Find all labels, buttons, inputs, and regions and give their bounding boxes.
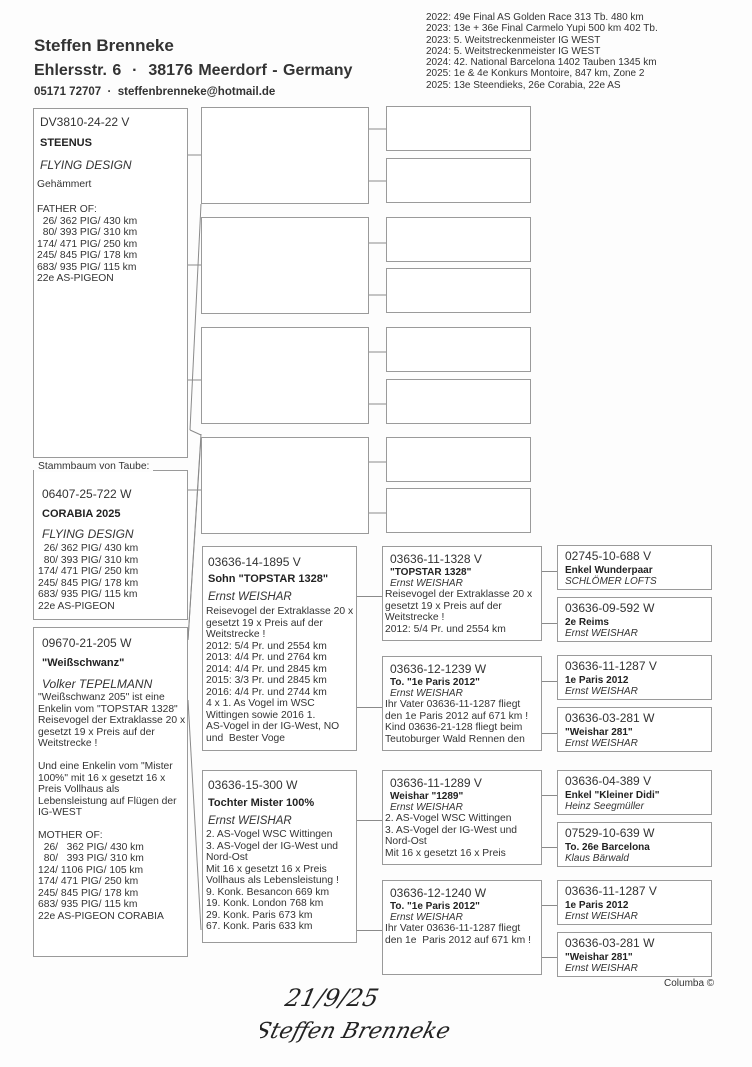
- note-line: 4 x 1. As Vogel im WSC: [206, 698, 315, 709]
- achievement-item: 2024: 5. Weitstreckenmeister IG WEST: [426, 45, 601, 57]
- note-line: 3. AS-Vogel der IG-West und: [206, 840, 339, 852]
- ggp-breeder: Ernst WEISHAR: [565, 911, 638, 922]
- note-line: 29. Konk. Paris 673 km: [206, 909, 313, 921]
- sire-gp-card[interactable]: [386, 379, 531, 424]
- note-line: 100%" mit 16 x gesetzt 16 x: [38, 772, 166, 784]
- connector: [357, 930, 382, 931]
- note-line: 2016: 4/4 Pr. und 2744 km: [206, 686, 327, 698]
- ggp-ring: 02745-10-688 V: [565, 549, 652, 563]
- ggp-breeder: Heinz Seegmüller: [565, 801, 644, 812]
- handwritten-date-and-signature: [260, 978, 480, 1048]
- breeder-name: Steffen Brenneke: [34, 36, 174, 55]
- sire-ring: DV3810-24-22 V: [40, 115, 130, 129]
- dam-ggp-card[interactable]: [557, 822, 712, 867]
- note-spacer: [38, 750, 185, 762]
- note-line: Reisevogel der Extraklasse 20 x: [38, 715, 186, 726]
- ggp-name: To. 26e Barcelona: [565, 842, 650, 853]
- subject-legend: Stammbaum von Taube:: [34, 461, 153, 472]
- subject-breeder: FLYING DESIGN: [42, 527, 134, 541]
- result-line: 683/ 935 PIG/ 115 km: [38, 899, 138, 910]
- result-line: 683/ 935 PIG/ 115 km: [38, 589, 138, 600]
- sire-maternal-extra-card[interactable]: [201, 437, 369, 534]
- note-line: Enkelin vom "TOPSTAR 1328": [38, 703, 178, 715]
- note-line: Nord-Ost: [206, 852, 248, 863]
- dam-gp-card[interactable]: [382, 880, 542, 975]
- note-line: 67. Konk. Paris 633 km: [206, 921, 313, 932]
- sire-gp-card[interactable]: [386, 437, 531, 482]
- result-line: 245/ 845 PIG/ 178 km: [38, 577, 139, 589]
- note-line: Teutoburger Wald Rennen den: [385, 733, 525, 745]
- ggp-ring: 03636-03-281 W: [565, 711, 655, 725]
- gp-name: Weishar "1289": [390, 791, 464, 802]
- handwritten-date: 21/9/25: [282, 983, 382, 1012]
- result-line: 26/ 362 PIG/ 430 km: [38, 841, 144, 853]
- dam-gp-card[interactable]: [382, 546, 542, 641]
- sire-name: STEENUS: [40, 137, 92, 149]
- ggp-name: 1e Paris 2012: [565, 900, 629, 911]
- note-line: 19. Konk. London 768 km: [206, 898, 324, 909]
- connector: [357, 596, 382, 597]
- dam-father-card[interactable]: [202, 546, 357, 751]
- note-spacer: [38, 819, 185, 831]
- ggp-ring: 03636-11-1287 V: [565, 659, 657, 673]
- dam-ggp-card[interactable]: [557, 770, 712, 815]
- result-line: 80/ 393 PIG/ 310 km: [38, 853, 144, 864]
- dam-card[interactable]: [33, 627, 188, 957]
- connector: [542, 733, 557, 734]
- note-line: gesetzt 19 x Preis auf der: [206, 617, 323, 629]
- result-line: 245/ 845 PIG/ 178 km: [37, 250, 138, 261]
- gp-notes: [385, 699, 528, 745]
- dam-notes: [38, 692, 185, 922]
- gp-breeder: Ernst WEISHAR: [390, 802, 463, 813]
- note-line: IG-WEST: [38, 807, 83, 818]
- dam-mother-card[interactable]: [202, 770, 357, 943]
- dam-ggp-card[interactable]: [557, 707, 712, 752]
- result-line: 26/ 362 PIG/ 430 km: [38, 543, 139, 554]
- note-line: Kind 03636-21-128 fliegt beim: [385, 722, 523, 733]
- note-line: Preis Vollhaus als: [38, 784, 120, 795]
- dam-father-name: Sohn "TOPSTAR 1328": [208, 573, 329, 585]
- achievement-item: 2023: 5. Weitstreckenmeister IG WEST: [426, 34, 601, 46]
- note-line: Mit 16 x gesetzt 16 x Preis: [385, 847, 506, 859]
- note-line: Weitstrecke !: [38, 738, 98, 749]
- note-line: "Weißschwanz 205" ist eine: [38, 692, 165, 703]
- note-line: 3. AS-Vogel der IG-West und: [385, 824, 518, 836]
- sire-card[interactable]: [33, 108, 188, 458]
- ggp-name: 2e Reims: [565, 617, 609, 628]
- note-line: Lebensleistung auf Flügen der: [38, 795, 177, 807]
- result-line: 22e AS-PIGEON: [37, 273, 114, 284]
- ggp-breeder: Ernst WEISHAR: [565, 738, 638, 749]
- note-line: Reisevogel der Extraklasse 20 x: [206, 606, 354, 617]
- ggp-breeder: Klaus Bärwald: [565, 853, 629, 864]
- gp-name: To. "1e Paris 2012": [390, 677, 480, 688]
- dam-ring: 09670-21-205 W: [42, 636, 132, 650]
- note-line: 2015: 3/3 Pr. und 2845 km: [206, 675, 327, 686]
- dam-ggp-card[interactable]: [557, 880, 712, 925]
- note-line: Und eine Enkelin vom "Mister: [38, 761, 173, 772]
- achievement-item: 2022: 49e Final AS Golden Race 313 Tb. 480 km: [426, 12, 644, 23]
- result-line: 174/ 471 PIG/ 250 km: [38, 876, 139, 887]
- note-line: Ihr Vater 03636-11-1287 fliegt: [385, 923, 521, 934]
- connector: [357, 820, 382, 821]
- ggp-name: "Weishar 281": [565, 952, 633, 963]
- ggp-name: Enkel Wunderpaar: [565, 565, 653, 576]
- dam-ggp-card[interactable]: [557, 597, 712, 642]
- dam-ggp-card[interactable]: [557, 932, 712, 977]
- dam-mother-ring: 03636-15-300 W: [208, 778, 298, 792]
- note-line: Nord-Ost: [385, 836, 427, 847]
- note-line: AS-Vogel in der IG-West, NO: [206, 721, 340, 732]
- ggp-breeder: Ernst WEISHAR: [565, 963, 638, 974]
- sire-gp-card[interactable]: [386, 268, 531, 313]
- gp-notes: [385, 923, 531, 946]
- note-line: 2012: 5/4 Pr. und 2554 km: [206, 640, 327, 652]
- dam-father-ring: 03636-14-1895 V: [208, 555, 301, 569]
- ggp-ring: 03636-09-592 W: [565, 601, 655, 615]
- result-line: 174/ 471 PIG/ 250 km: [38, 566, 139, 577]
- note-line: 2013: 4/4 Pr. und 2764 km: [206, 652, 327, 663]
- dam-mother-notes: [206, 829, 339, 933]
- signature-block: [260, 978, 480, 1053]
- note-line: Reisevogel der Extraklasse 20 x: [385, 589, 533, 600]
- sire-breeder: FLYING DESIGN: [40, 158, 132, 172]
- connector: [542, 847, 557, 848]
- sire-gp-card[interactable]: [386, 488, 531, 533]
- result-line: 683/ 935 PIG/ 115 km: [37, 261, 137, 273]
- note-line: Weitstrecke !: [206, 629, 266, 640]
- result-line: 22e AS-PIGEON CORABIA: [38, 910, 164, 922]
- gp-breeder: Ernst WEISHAR: [390, 912, 463, 923]
- result-line: 124/ 1106 PIG/ 105 km: [38, 864, 144, 876]
- achievement-item: 2023: 13e + 36e Final Carmelo Yupi 500 km 402 Tb.: [426, 23, 658, 35]
- note-line: Mit 16 x gesetzt 16 x Preis: [206, 863, 327, 875]
- gp-notes: [385, 813, 517, 859]
- sire-father-card[interactable]: [201, 107, 369, 204]
- ggp-ring: 03636-04-389 V: [565, 774, 652, 788]
- handwritten-signature: Steffen Brenneke: [260, 1018, 454, 1044]
- subject-card[interactable]: [33, 470, 188, 620]
- ggp-ring: 03636-11-1287 V: [565, 884, 657, 898]
- note-line: gesetzt 19 x Preis auf der: [385, 600, 502, 612]
- connector: [542, 681, 557, 682]
- sire-mother-card[interactable]: [201, 217, 369, 314]
- subject-ring: 06407-25-722 W: [42, 487, 132, 501]
- dam-name: "Weißschwanz": [42, 657, 125, 669]
- result-line: 174/ 471 PIG/ 250 km: [37, 238, 138, 250]
- ggp-breeder: Ernst WEISHAR: [565, 686, 638, 697]
- dam-father-breeder: Ernst WEISHAR: [208, 591, 292, 603]
- sire-gp-card[interactable]: [386, 327, 531, 372]
- achievement-item: 2025: 1e & 4e Konkurs Montoire, 847 km, Zone 2: [426, 68, 645, 80]
- results-heading: MOTHER OF:: [38, 830, 103, 841]
- note-line: den 1e Paris 2012 auf 671 km !: [385, 710, 529, 722]
- note-line: Ihr Vater 03636-11-1287 fliegt: [385, 699, 521, 710]
- dam-father-notes: [206, 606, 353, 744]
- result-line: 26/ 362 PIG/ 430 km: [37, 215, 138, 227]
- connector: [542, 795, 557, 796]
- dam-gp-card[interactable]: [382, 656, 542, 751]
- sire-gp-card[interactable]: [386, 217, 531, 262]
- dam-mother-breeder: Ernst WEISHAR: [208, 815, 292, 827]
- note-line: Vollhaus als Lebensleistung !: [206, 875, 339, 886]
- ggp-breeder: SCHLÖMER LOFTS: [565, 576, 657, 587]
- note-line: 2. AS-Vogel WSC Wittingen: [385, 813, 512, 824]
- note-line: gesetzt 19 x Preis auf der: [38, 726, 155, 738]
- gp-ring: 03636-12-1239 W: [390, 662, 487, 676]
- ggp-ring: 03636-03-281 W: [565, 936, 655, 950]
- result-line: 80/ 393 PIG/ 310 km: [38, 554, 139, 566]
- breeder-address: Ehlersstr. 6 · 38176 Meerdorf - Germany: [34, 62, 353, 79]
- gp-ring: 03636-11-1328 V: [390, 552, 482, 566]
- result-line: 22e AS-PIGEON: [38, 600, 115, 612]
- gp-name: "TOPSTAR 1328": [390, 567, 472, 578]
- dam-ggp-card[interactable]: [557, 655, 712, 700]
- achievement-item: 2025: 13e Steendieks, 26e Corabia, 22e AS: [426, 79, 621, 91]
- results-heading: FATHER OF:: [37, 204, 97, 215]
- result-line: 80/ 393 PIG/ 310 km: [37, 227, 138, 238]
- gp-notes: [385, 589, 532, 635]
- dam-mother-name: Tochter Mister 100%: [208, 797, 315, 809]
- connector: [542, 905, 557, 906]
- note-line: Weitstrecke !: [385, 612, 445, 623]
- ggp-breeder: Ernst WEISHAR: [565, 628, 638, 639]
- connector: [357, 707, 382, 708]
- sire-color: Gehämmert: [37, 179, 92, 190]
- columba-credit: Columba ©: [664, 978, 715, 989]
- achievement-item: 2024: 42. National Barcelona 1402 Tauben 1345 km: [426, 57, 657, 69]
- subject-results: [38, 543, 138, 612]
- gp-ring: 03636-12-1240 W: [390, 886, 487, 900]
- note-line: und Bester Voge: [206, 732, 286, 744]
- note-line: 2014: 4/4 Pr. und 2845 km: [206, 663, 327, 675]
- connector: [542, 571, 557, 572]
- connector-sire-to-father: [190, 204, 201, 430]
- connector: [542, 623, 557, 624]
- note-line: den 1e Paris 2012 auf 671 km !: [385, 934, 531, 946]
- gp-name: To. "1e Paris 2012": [390, 901, 480, 912]
- ggp-ring: 07529-10-639 W: [565, 826, 655, 840]
- gp-breeder: Ernst WEISHAR: [390, 578, 463, 589]
- sire-gp-card[interactable]: [386, 106, 531, 151]
- note-line: Wittingen sowie 2016 1.: [206, 709, 316, 721]
- ggp-name: "Weishar 281": [565, 727, 633, 738]
- result-line: 245/ 845 PIG/ 178 km: [38, 887, 139, 899]
- dam-breeder: Volker TEPELMANN: [42, 677, 153, 691]
- gp-ring: 03636-11-1289 V: [390, 776, 482, 790]
- note-line: 2012: 5/4 Pr. und 2554 km: [385, 623, 506, 635]
- sire-results: [37, 204, 137, 285]
- dam-ggp-card[interactable]: [557, 545, 712, 590]
- breeder-contact: 05171 72707 · steffenbrenneke@hotmail.de: [34, 86, 276, 98]
- gp-breeder: Ernst WEISHAR: [390, 688, 463, 699]
- dam-gp-card[interactable]: [382, 770, 542, 865]
- note-line: 2. AS-Vogel WSC Wittingen: [206, 829, 333, 840]
- connector: [542, 957, 557, 958]
- sire-paternal-extra-card[interactable]: [201, 327, 369, 424]
- note-line: 9. Konk. Besancon 669 km: [206, 886, 330, 898]
- ggp-name: 1e Paris 2012: [565, 675, 629, 686]
- sire-gp-card[interactable]: [386, 158, 531, 203]
- subject-name: CORABIA 2025: [42, 508, 121, 520]
- ggp-name: Enkel "Kleiner Didi": [565, 790, 660, 801]
